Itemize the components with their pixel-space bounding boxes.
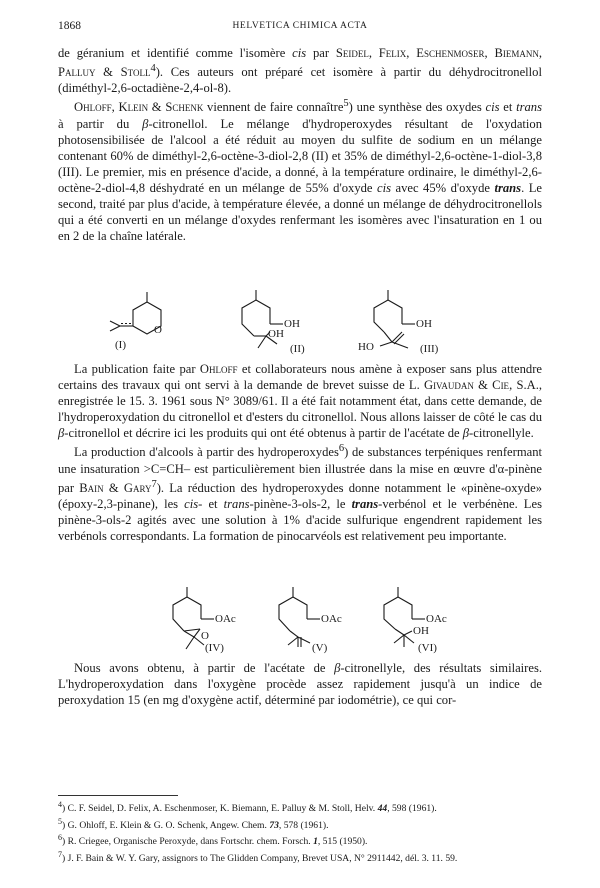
author-names: Bain & Gary bbox=[79, 481, 152, 496]
paragraph-5: Nous avons obtenu, à partir de l'acétate de β-citronellyle, des résultats similaires. L'hydroperoxydation dans l'oxygène procède assez rapidement jusqu'à un indice de peroxydation 15 (en mg d'oxygène actif, déterminé par iodométrie), ce qui cor- bbox=[58, 661, 543, 708]
company-name: Givaudan & Cie bbox=[423, 378, 510, 393]
structure-figure-2 bbox=[58, 585, 542, 657]
structure-label-I: (I) bbox=[115, 339, 126, 351]
structure-VI bbox=[384, 587, 447, 654]
hydroxyl-label: OH bbox=[284, 318, 300, 330]
structure-II bbox=[242, 290, 305, 355]
footnote-4: $^4$) C. F. Seidel, D. Felix, A. Eschenmoser, K. Biemann, E. Palluy & M. Stoll, Helv. 44, 598 (1961). bbox=[58, 800, 437, 815]
footnote-ref: 6 bbox=[338, 443, 345, 455]
structure-V bbox=[279, 587, 342, 654]
hydroxyl-label: OH bbox=[413, 625, 429, 637]
page-number: 1868 bbox=[58, 20, 81, 32]
author-names: Ohloff bbox=[199, 362, 238, 376]
footnotes bbox=[58, 799, 542, 865]
acetoxy-label: OAc bbox=[426, 613, 447, 625]
hydroxyl-label: HO bbox=[358, 341, 374, 353]
author-names: Ohloff, Klein & Schenk bbox=[74, 100, 204, 115]
text-block-bottom bbox=[58, 660, 542, 708]
text-block-top bbox=[58, 45, 542, 245]
footnote-ref: 4 bbox=[150, 63, 156, 75]
structure-IV bbox=[173, 587, 236, 654]
footnote-5: $^5$) G. Ohloff, E. Klein & G. O. Schenk, Angew. Chem. 73, 578 (1961). bbox=[58, 816, 329, 831]
oxygen-atom-label: O bbox=[201, 630, 209, 642]
structure-label-II: (II) bbox=[290, 343, 305, 355]
structure-I bbox=[110, 292, 162, 351]
text-block-middle bbox=[58, 361, 542, 544]
paragraph-1: de géranium et identifié comme l'isomère cis par Seidel, Felix, Eschenmoser, Biemann, Palluy & Stoll$^4$). Ces auteurs ont préparé cet isomère à partir du déhydrocitronellol (diméthyl-2,6-octadiène-2,4-ol-8). bbox=[58, 46, 542, 96]
paragraph-3: La publication faite par Ohloff et collaborateurs nous amène à exposer sans plus attendre certains des travaux qui ont servi à la demande de brevet suisse de L. Givaudan & Cie, S.A., enregistrée le 15. 3. 1961 sous N° 3089/61. Il a été fait notamment état, dans cette demande, de l'hydroperoxydation du citronellol et d'esters du citronellol. Nous allons laisser de côté le cas du β-citronellol et décrire ici les produits qui ont été obtenus à partir de l'acétate de β-citronellyle. bbox=[58, 362, 542, 441]
structure-III bbox=[358, 290, 439, 355]
structure-label-VI: (VI) bbox=[418, 642, 437, 654]
structure-figure-1 bbox=[58, 288, 542, 358]
oxygen-atom-label: O bbox=[154, 324, 162, 336]
running-header bbox=[58, 20, 542, 36]
footnote-ref: 5 bbox=[343, 98, 349, 110]
acetoxy-label: OAc bbox=[215, 613, 236, 625]
structure-label-V: (V) bbox=[312, 642, 328, 654]
hydroxyl-label: OH bbox=[268, 328, 284, 340]
paragraph-2: Ohloff, Klein & Schenk viennent de faire connaître$^5$) une synthèse des oxydes cis et trans à partir du β-citronellol. Le mélange d'hydroperoxydes résultant de l'oxydation photosensibilisée de l'alcool a été réduit au moyen du sulfite de sodium en un mélange contenant 60% de diméthyl-2,6-octène-3-diol-2,8 (II) et 35% de diméthyl-2,6-octène-1-diol-3,8 (III). Le premier, mis en présence d'acide, a donné, à la température ordinaire, le diméthyl-2,6-octène-2-diol-4,8 déshydraté en un mélange de 55% d'oxyde cis avec 45% d'oxyde trans. Le second, traité par plus d'acide, à température élevée, a donné un mélange de déhydrocitronellols qui a été converti en un mélange d'oxydes renfermant les isomères avec l'insaturation en 1 ou en 2 de la chaîne latérale. bbox=[58, 98, 542, 244]
structure-label-IV: (IV) bbox=[205, 642, 224, 654]
paragraph-4: La production d'alcools à partir des hydroperoxydes$^6$) de substances terpéniques renfermant une insaturation >C=CH– est particulièrement bien illustrée dans la mise en œuvre d'α-pinène par Bain & Gary$^7$). La réduction des hydroperoxydes donne notamment le «pinène-oxyde» (époxy-2,3-pinane), les cis- et trans-pinène-3-ols-2, le trans-verbénol et le verbénène. Les pinène-3-ols-2 agités avec une solution à 1% d'acide sulfurique engendrent rapidement les verbénols correspondants. La formation de pinocarvéols est relativement peu importante. bbox=[58, 443, 542, 544]
journal-title: HELVETICA CHIMICA ACTA bbox=[232, 21, 368, 31]
footnote-ref: 7 bbox=[151, 478, 157, 490]
footnote-7: $^7$) J. F. Bain & W. Y. Gary, assignors to The Glidden Company, Brevet USA, N° 2911442, dél. 3. 11. 59. bbox=[58, 849, 458, 864]
structure-label-III: (III) bbox=[420, 343, 439, 355]
hydroxyl-label: OH bbox=[416, 318, 432, 330]
footnote-divider bbox=[58, 795, 178, 796]
author-names: Seidel, Felix, Eschenmoser, Biemann, Palluy & Stoll bbox=[58, 46, 542, 80]
footnote-6: $^6$) R. Criegee, Organische Peroxyde, dans Fortschr. chem. Forsch. 1, 515 (1950). bbox=[58, 833, 368, 848]
acetoxy-label: OAc bbox=[321, 613, 342, 625]
